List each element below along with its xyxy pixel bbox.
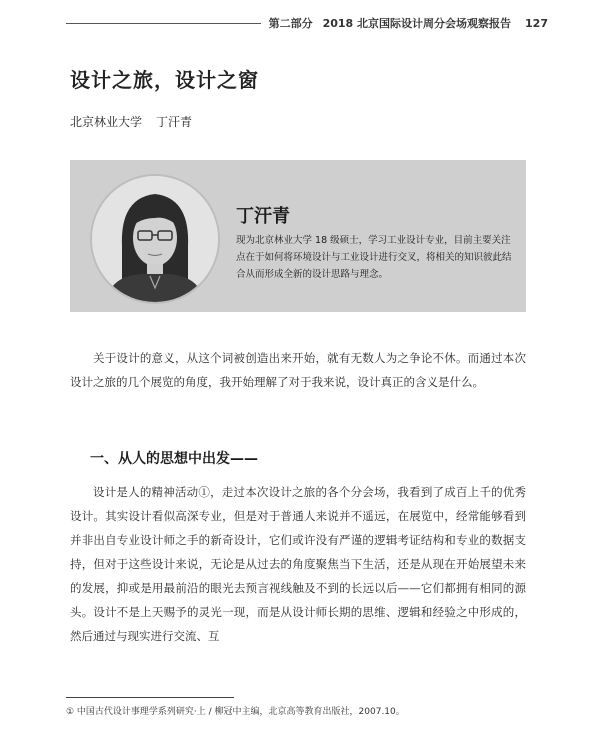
author-photo	[90, 174, 220, 304]
header-rule	[66, 23, 261, 24]
card-author-bio: 现为北京林业大学 18 级硕士，学习工业设计专业，目前主要关注点在于如何将环境设计与工业设计进行交叉，将相关的知识彼此结合从而形成全新的设计思路与理念。	[236, 235, 512, 280]
footnote: ① 中国古代设计事理学系列研究·上 / 柳冠中主编，北京高等教育出版社，2007.10。	[66, 707, 405, 717]
byline	[70, 113, 192, 130]
body-paragraph-2: 设计是人的精神活动①，走过本次设计之旅的各个分会场，我看到了成百上千的优秀设计。其实设计看似高深专业，但是对于普通人来说并不遥远，在展览中，经常能够看到并非出自专业设计师之手的新奇设计，它们或许没有严谨的逻辑考证结构和专业的数据支持，但对于这些设计来说，无论是从过去的角度聚焦当下生活，还是从现在开始展望未来的发展，抑或是用最前沿的眼光去预言视线触及不到的长远以后——它们都拥有相同的源头。设计不是上天赐予的灵光一现，而是从设计师长期的思维、逻辑和经验之中形成的，然后通过与现实进行交流、互	[70, 485, 526, 643]
section-heading: 一、从人的思想中出发——	[90, 451, 258, 467]
body-paragraph-1: 关于设计的意义，从这个词被创造出来开始，就有无数人为之争论不休。而通过本次设计之旅的几个展览的角度，我开始理解了对于我来说，设计真正的含义是什么。	[70, 351, 526, 389]
card-author-name: 丁汗青	[236, 206, 290, 227]
page-number: 127	[525, 16, 548, 30]
author-affiliation: 北京林业大学	[70, 115, 143, 129]
header-book-title: 2018 北京国际设计周分会场观察报告	[322, 17, 512, 30]
author-card	[70, 160, 526, 312]
article-title: 设计之旅，设计之窗	[70, 68, 259, 92]
running-header	[66, 14, 548, 32]
author-name: 丁汗青	[156, 115, 193, 129]
portrait-illustration	[92, 176, 218, 302]
footnote-rule	[66, 697, 234, 698]
header-section: 第二部分	[268, 17, 313, 30]
